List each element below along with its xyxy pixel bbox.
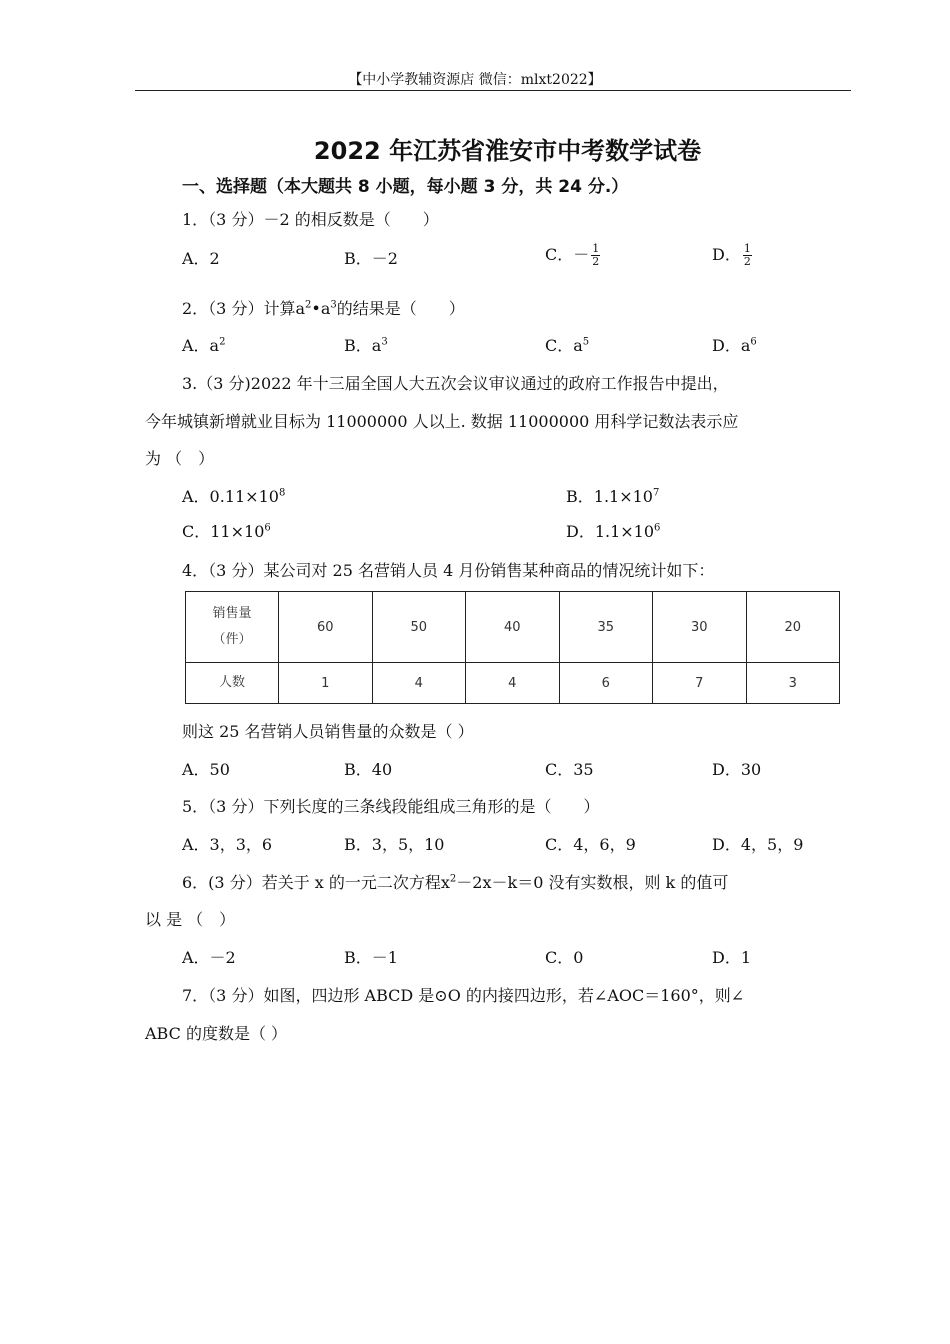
q6-option-d: D．1 <box>712 948 752 967</box>
q2-option-c-exp: 5 <box>582 336 590 348</box>
question-1-stem: 1．（3 分）－2 的相反数是（ ） <box>182 210 439 229</box>
question-4-follow: 则这 25 名营销人员销售量的众数是（ ） <box>182 722 474 741</box>
q2-option-c-base: C．a <box>545 336 583 355</box>
q2-option-c <box>545 333 589 356</box>
header-divider <box>135 90 851 91</box>
q1-option-d <box>712 242 752 268</box>
q2-option-b <box>344 333 388 356</box>
q4-option-c: C．35 <box>545 760 594 779</box>
table-header-cell <box>186 592 279 663</box>
q1-option-b: B．－2 <box>344 249 398 268</box>
q5-option-c: C．4，6，9 <box>545 835 636 854</box>
table-row <box>186 663 840 704</box>
header-label-line-1: 销售量 <box>212 606 252 621</box>
table-cell: 60 <box>279 592 373 663</box>
q2-option-a-base: A．a <box>182 336 220 355</box>
q4-option-b: B．40 <box>344 760 393 779</box>
fraction-numerator: 1 <box>743 242 751 255</box>
q2-exponent-2: 3 <box>330 299 337 311</box>
table-cell: 30 <box>653 592 747 663</box>
q3-option-a <box>182 484 285 507</box>
page-header: 【中小学教辅资源店 微信：mlxt2022】 <box>348 72 602 88</box>
q2-option-d-base: D．a <box>712 336 751 355</box>
q2-exponent-1: 2 <box>305 299 312 311</box>
q4-option-a: A．50 <box>182 760 230 779</box>
table-cell: 1 <box>279 663 373 704</box>
question-2-stem <box>182 296 465 319</box>
question-7-line-2: ABC 的度数是（ ） <box>145 1024 288 1043</box>
fraction-numerator: 1 <box>592 242 600 255</box>
sales-table <box>185 591 840 704</box>
fraction-denominator: 2 <box>743 255 751 268</box>
q4-option-d: D．30 <box>712 760 762 779</box>
q2-option-b-exp: 3 <box>381 336 388 348</box>
q6-option-c: C．0 <box>545 948 584 967</box>
q2-option-a <box>182 333 225 356</box>
q3-option-c <box>182 519 271 542</box>
q6-exponent: 2 <box>449 873 457 885</box>
q2-option-d-exp: 6 <box>750 336 757 348</box>
q3-option-d-exp: 6 <box>654 522 661 534</box>
question-7-line-1: 7．（3 分）如图，四边形 ABCD 是⊙O 的内接四边形，若∠AOC＝160°，则∠ <box>182 986 745 1005</box>
q2-stem-pre: 2．（3 分）计算a <box>182 299 305 318</box>
fraction <box>743 243 752 268</box>
q1-option-c-prefix: C．－ <box>545 245 590 264</box>
q5-option-d: D．4，5，9 <box>712 835 804 854</box>
q2-stem-post: 的结果是（ ） <box>336 299 465 318</box>
table-cell: 4 <box>372 663 466 704</box>
q6-option-a: A．－2 <box>182 948 236 967</box>
exam-title: 2022 年江苏省淮安市中考数学试卷 <box>313 137 702 165</box>
q6-option-b: B．－1 <box>344 948 398 967</box>
question-3-line-2: 今年城镇新增就业目标为 11000000 人以上. 数据 11000000 用科学记数法表示应 <box>145 412 739 431</box>
header-label-line-2: （件） <box>212 632 252 647</box>
fraction-denominator: 2 <box>592 255 600 268</box>
q3-option-d-base: D．1.1×10 <box>566 522 655 541</box>
table-cell: 7 <box>653 663 747 704</box>
q3-option-a-base: A．0.11×10 <box>182 487 279 506</box>
q1-option-a: A．2 <box>182 249 220 268</box>
q2-stem-mid: •a <box>311 299 331 318</box>
table-cell: 4 <box>466 663 560 704</box>
table-cell: 3 <box>746 663 840 704</box>
question-5-stem: 5．（3 分）下列长度的三条线段能组成三角形的是（ ） <box>182 797 600 816</box>
table-cell: 40 <box>466 592 560 663</box>
table-cell: 35 <box>559 592 653 663</box>
fraction <box>591 243 600 268</box>
q3-option-c-exp: 6 <box>264 522 271 534</box>
section-heading: 一、选择题（本大题共 8 小题，每小题 3 分，共 24 分.） <box>182 177 629 197</box>
q3-option-c-base: C．11×10 <box>182 522 265 541</box>
question-4-stem: 4．（3 分）某公司对 25 名营销人员 4 月份销售某种商品的情况统计如下： <box>182 561 715 580</box>
q3-option-a-exp: 8 <box>278 487 286 499</box>
q2-option-d <box>712 333 757 356</box>
question-6-line-2: 以 是 （ ） <box>145 910 236 929</box>
q1-option-c <box>545 242 600 268</box>
q5-option-a: A．3，3，6 <box>182 835 273 854</box>
q5-option-b: B．3，5，10 <box>344 835 445 854</box>
table-cell: 50 <box>372 592 466 663</box>
q6-line-1-post: －2x－k＝0 没有实数根，则 k 的值可 <box>456 873 729 892</box>
question-6-line-1 <box>182 870 728 893</box>
question-3-line-3: 为 （ ） <box>145 449 215 468</box>
q3-option-d <box>566 519 660 542</box>
table-cell: 6 <box>559 663 653 704</box>
q1-option-d-prefix: D． <box>712 245 741 264</box>
table-cell: 20 <box>746 592 840 663</box>
q6-line-1-pre: 6．(3 分）若关于 x 的一元二次方程x <box>182 873 450 892</box>
q2-option-b-base: B．a <box>344 336 382 355</box>
q3-option-b <box>566 484 659 507</box>
q3-option-b-base: B．1.1×10 <box>566 487 653 506</box>
table-row <box>186 592 840 663</box>
question-3-line-1: 3.（3 分)2022 年十三届全国人大五次会议审议通过的政府工作报告中提出， <box>182 374 729 393</box>
table-header-cell: 人数 <box>186 663 279 704</box>
q2-option-a-exp: 2 <box>219 336 226 348</box>
q3-option-b-exp: 7 <box>652 487 660 499</box>
